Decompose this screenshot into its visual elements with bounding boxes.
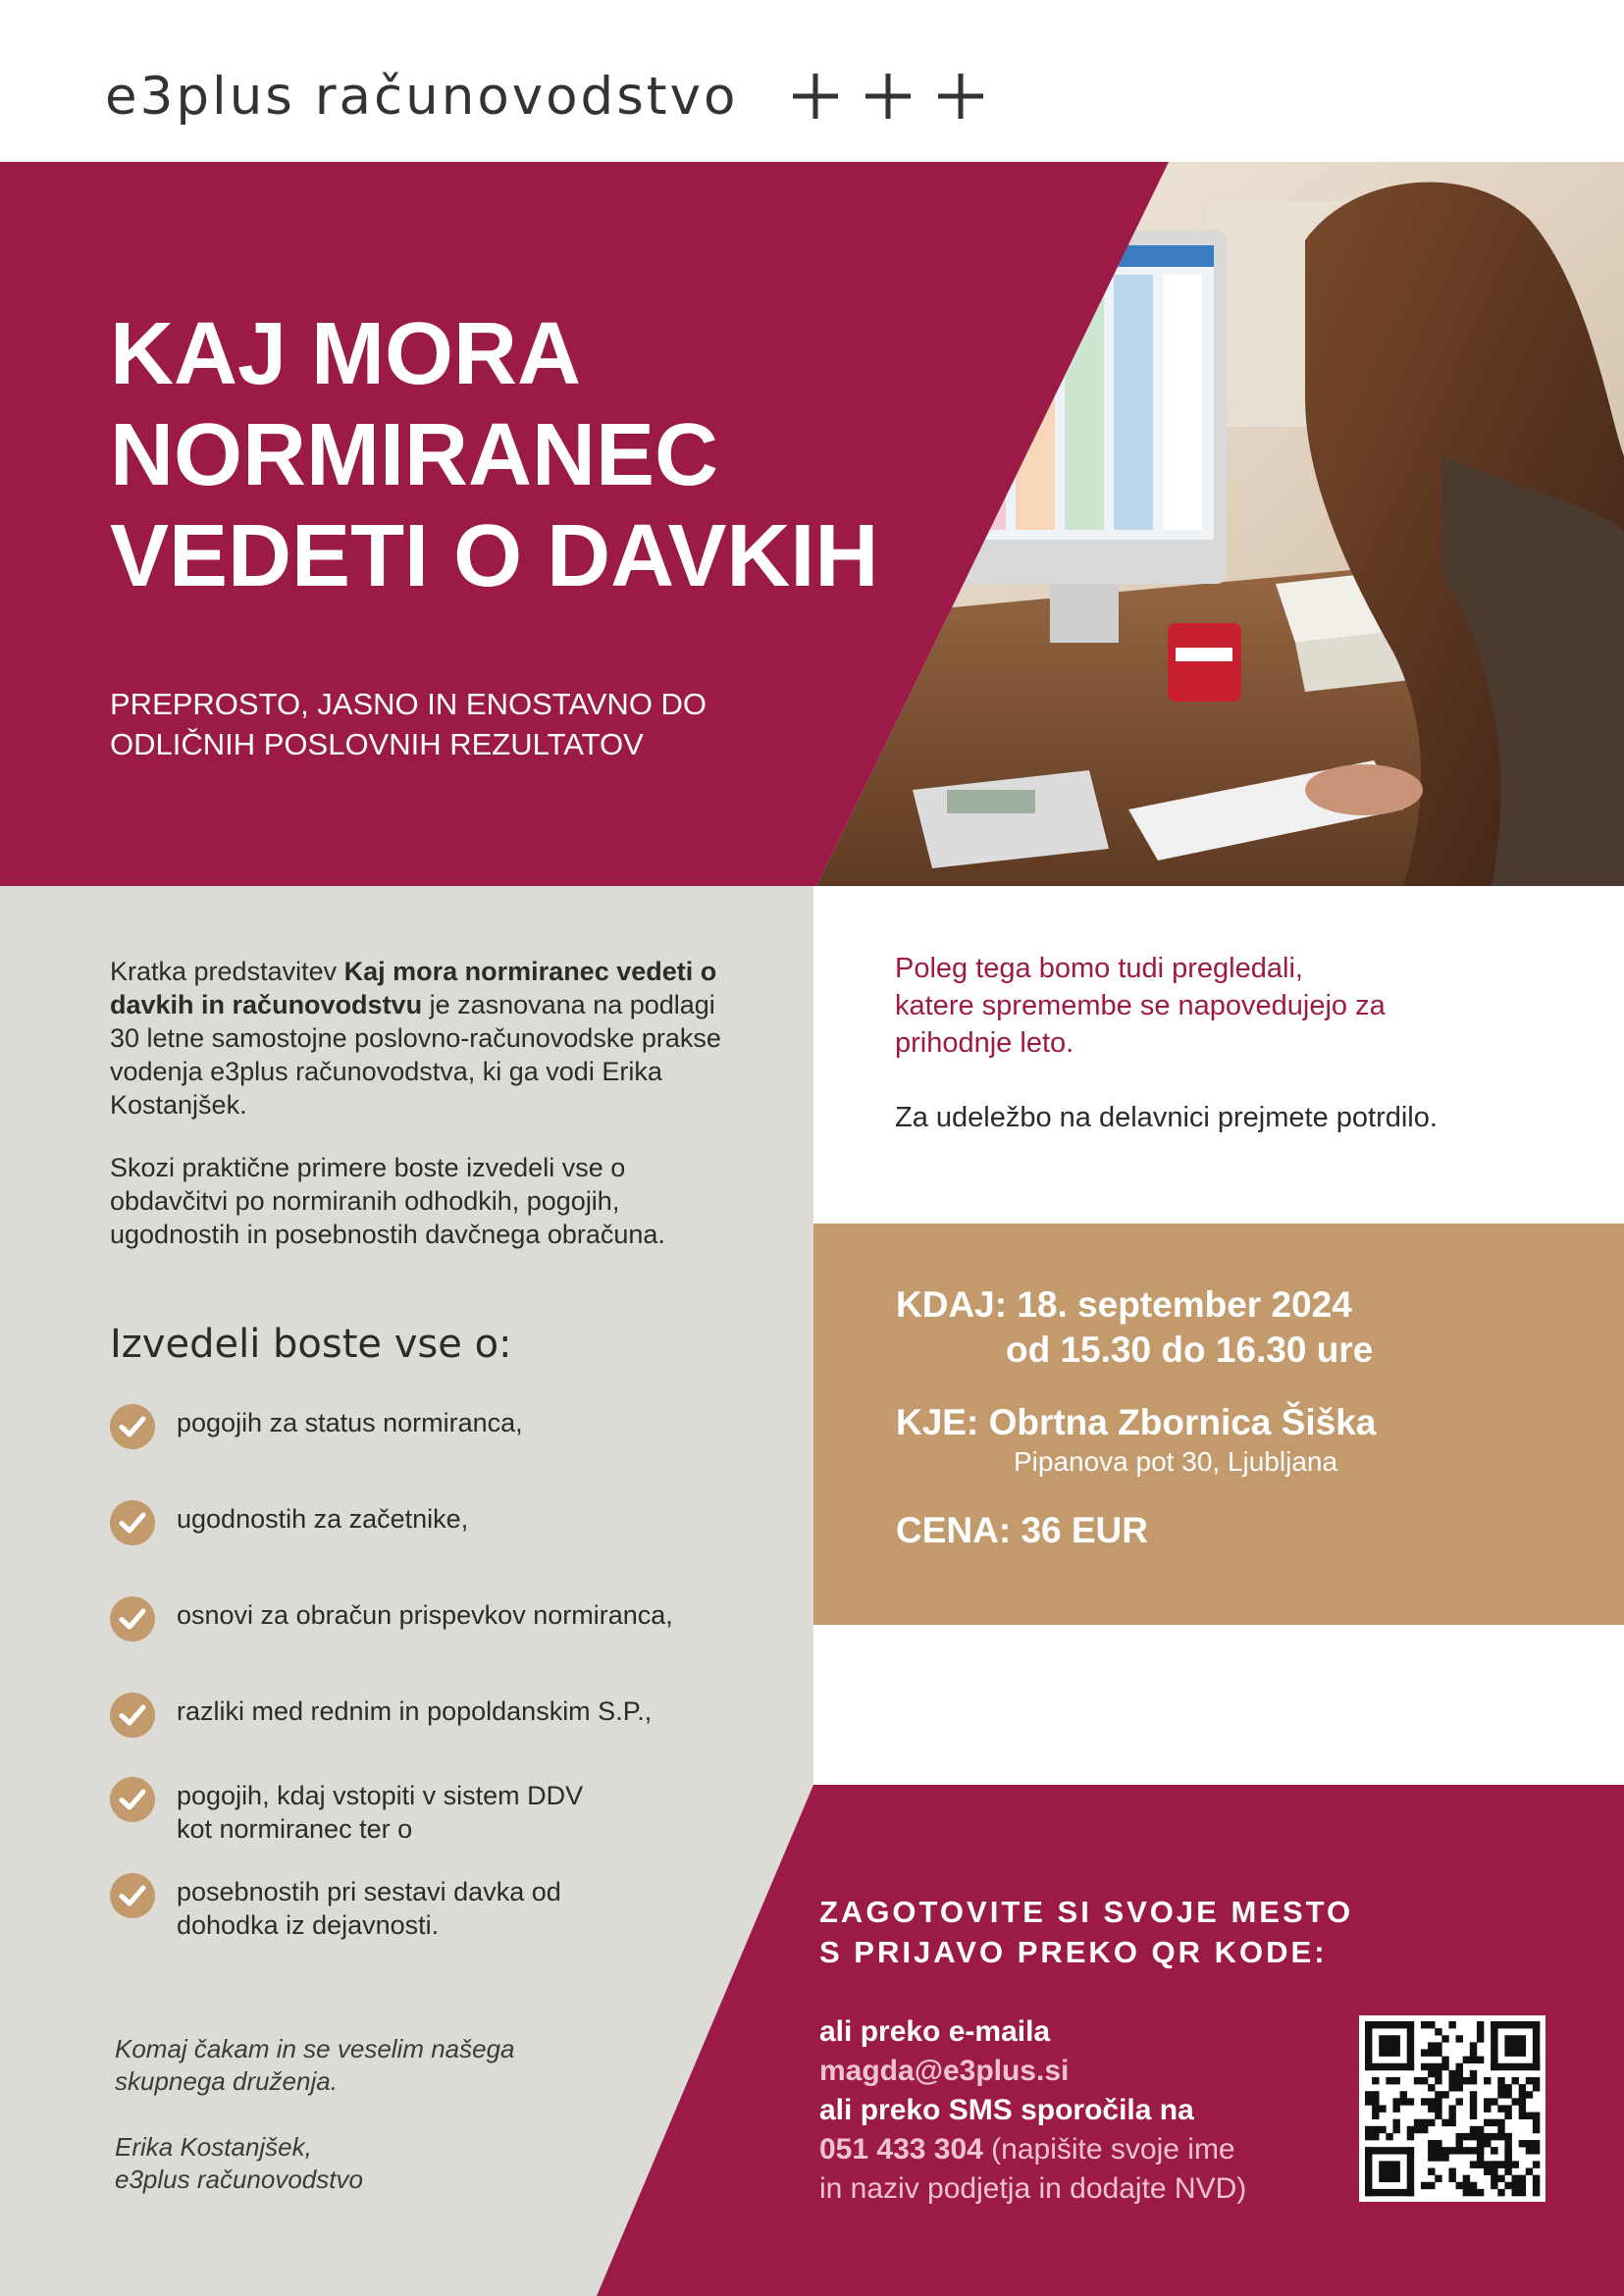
subtitle-line: PREPROSTO, JASNO IN ENOSTAVNO DO bbox=[110, 687, 707, 721]
title-line: KAJ MORA bbox=[110, 305, 582, 403]
intro-text-bold: Kaj mora normiranec vedeti o davkih in računovodstvu bbox=[110, 957, 717, 1019]
title-line: VEDETI O DAVKIH bbox=[110, 507, 879, 605]
sms-note: in naziv podjetja in dodajte NVD) bbox=[819, 2172, 1247, 2205]
hero-banner bbox=[0, 162, 1624, 886]
event-info-box bbox=[813, 1224, 1624, 1625]
intro-text-plain: Kratka predstavitev bbox=[110, 957, 344, 986]
learn-item-line: dohodka iz dejavnosti. bbox=[177, 1910, 440, 1940]
email-label: ali preko e-maila bbox=[819, 2015, 1051, 2048]
hero-subtitle bbox=[110, 684, 856, 764]
signup-heading-line: ZAGOTOVITE SI SVOJE MESTO bbox=[819, 1895, 1354, 1929]
email-link[interactable]: magda@e3plus.si bbox=[819, 2055, 1070, 2087]
signature-line: skupnega druženja. bbox=[115, 2066, 338, 2096]
certificate-note: Za udeležbo na delavnici prejmete potrdilo. bbox=[895, 1102, 1438, 1133]
intro-paragraph: Skozi praktične primere boste izvedeli vse o obdavčitvi po normiranih odhodkih, pogojih, ugodnostih in posebnostih davčnega obračuna. bbox=[110, 1153, 665, 1249]
learn-item-line: osnovi za obračun prispevkov normiranca, bbox=[177, 1600, 673, 1630]
learn-list-item bbox=[110, 1500, 758, 1545]
checkmark-icon bbox=[110, 1693, 155, 1738]
logo-plus-marks bbox=[789, 70, 987, 123]
learn-item-line: pogojih, kdaj vstopiti v sistem DDV bbox=[177, 1781, 584, 1810]
event-location: KJE: Obrtna Zbornica Šiška bbox=[896, 1402, 1377, 1442]
changes-note bbox=[895, 950, 1582, 1062]
intro-text bbox=[110, 955, 738, 1280]
right-intro bbox=[895, 950, 1582, 1136]
page-title bbox=[110, 304, 973, 607]
subtitle-line: ODLIČNIH POSLOVNIH REZULTATOV bbox=[110, 727, 644, 761]
logo-text: e3plus računovodstvo bbox=[105, 66, 739, 127]
changes-line: Poleg tega bomo tudi pregledali, bbox=[895, 953, 1303, 984]
changes-line: prihodnje leto. bbox=[895, 1027, 1074, 1059]
signature-name: Erika Kostanjšek, bbox=[115, 2132, 312, 2162]
contact-info bbox=[819, 2012, 1246, 2209]
event-address: Pipanova pot 30, Ljubljana bbox=[1014, 1446, 1338, 1477]
learn-heading: Izvedeli boste vse o: bbox=[110, 1322, 512, 1367]
event-price: CENA: 36 EUR bbox=[896, 1510, 1148, 1550]
event-time: od 15.30 do 16.30 ure bbox=[1006, 1330, 1374, 1370]
learn-item-line: razliki med rednim in popoldanskim S.P., bbox=[177, 1696, 653, 1726]
qr-code[interactable] bbox=[1359, 2015, 1545, 2202]
company-logo bbox=[105, 57, 987, 135]
learn-item-text bbox=[177, 1695, 652, 1728]
learn-list-item bbox=[110, 1596, 758, 1642]
signature-company: e3plus računovodstvo bbox=[115, 2165, 363, 2194]
intro-paragraph bbox=[110, 955, 738, 1122]
learn-item-text bbox=[177, 1598, 673, 1632]
qr-code-icon bbox=[1359, 2015, 1545, 2202]
sms-note: (napišite svoje ime bbox=[982, 2133, 1235, 2166]
plus-icon bbox=[934, 70, 987, 123]
title-line: NORMIRANEC bbox=[110, 406, 718, 504]
changes-line: katere spremembe se napovedujejo za bbox=[895, 990, 1386, 1021]
learn-item-text bbox=[177, 1406, 523, 1439]
event-date: KDAJ: 18. september 2024 bbox=[896, 1284, 1352, 1325]
signature-line: Komaj čakam in se veselim našega bbox=[115, 2034, 515, 2063]
intro-text-plain: je zasnovana na podlagi 30 letne samostojne poslovno-računovodske prakse vodenja e3plus računovodstva, ki ga vodi Erika Kostanjšek. bbox=[110, 990, 721, 1120]
sms-label: ali preko SMS sporočila na bbox=[819, 2094, 1194, 2126]
checkmark-icon bbox=[110, 1596, 155, 1642]
plus-icon bbox=[862, 70, 915, 123]
learn-item-line: kot normiranec ter o bbox=[177, 1814, 413, 1844]
learn-list-item bbox=[110, 1693, 758, 1738]
learn-list-item bbox=[110, 1404, 758, 1449]
phone-number[interactable]: 051 433 304 bbox=[819, 2133, 983, 2166]
signup-heading bbox=[819, 1892, 1353, 1972]
signup-heading-line: S PRIJAVO PREKO QR KODE: bbox=[819, 1935, 1328, 1969]
learn-item-line: ugodnostih za začetnike, bbox=[177, 1504, 469, 1534]
learn-item-line: posebnostih pri sestavi davka od bbox=[177, 1877, 561, 1906]
learn-item-text bbox=[177, 1502, 468, 1536]
checkmark-icon bbox=[110, 1404, 155, 1449]
checkmark-icon bbox=[110, 1500, 155, 1545]
learn-item-line: pogojih za status normiranca, bbox=[177, 1408, 523, 1437]
plus-icon bbox=[789, 70, 842, 123]
